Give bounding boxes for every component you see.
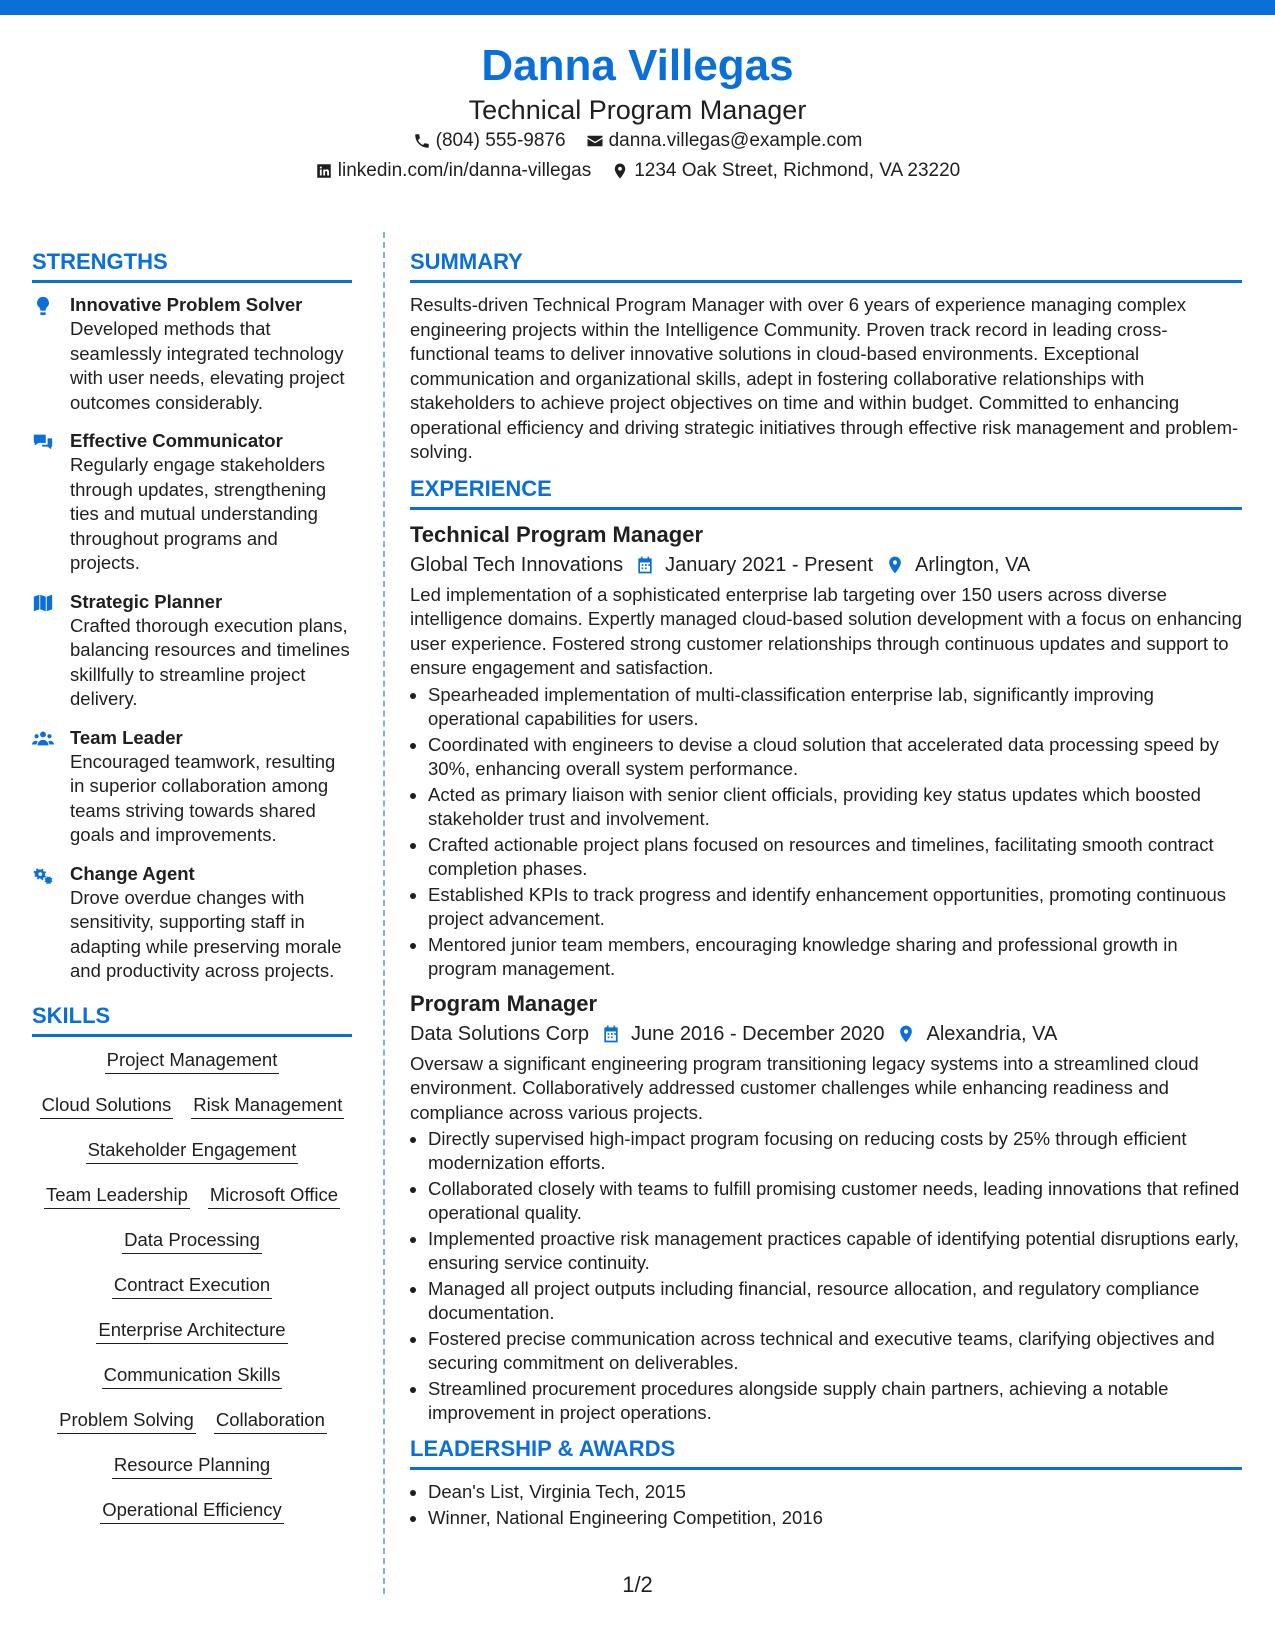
skill-row (96, 1317, 287, 1362)
skill-row (102, 1362, 283, 1407)
skill-tag: Operational Efficiency (100, 1497, 284, 1524)
column-divider (383, 232, 385, 1594)
job-entry (410, 989, 1242, 1426)
strength-desc: Drove overdue changes with sensitivity, supporting staff in adapting while preserving morale and productivity across projects. (70, 886, 342, 981)
job-location-item (896, 1019, 1057, 1049)
cogs-icon (32, 864, 54, 886)
job-bullet: • Directly supervised high-impact program focusing on reducing costs by 25% through efficient modernization efforts. (428, 1127, 1242, 1175)
job-company: Global Tech Innovations (410, 553, 624, 576)
address-item (611, 156, 960, 186)
skill-row (105, 1047, 280, 1092)
email-item[interactable] (586, 126, 863, 156)
strengths-heading: STRENGTHS (32, 248, 352, 283)
job-bullet: • Streamlined procurement procedures alongside supply chain partners, achieving a notable improvement in project operations. (428, 1377, 1242, 1425)
skill-tag: Communication Skills (102, 1362, 283, 1389)
comments-icon (32, 431, 54, 453)
job-description: Led implementation of a sophisticated enterprise lab targeting over 150 users across diverse intelligence domains. Expertly managed cloud-based solution development with a focus on enhancing user experience. Fostered strong customer relationships through continuous updates and support to ensure engagement and satisfaction. (410, 583, 1242, 678)
linkedin-icon (315, 162, 333, 180)
skill-row (112, 1452, 272, 1497)
location-pin-icon (896, 1024, 916, 1044)
strength-item (32, 590, 352, 712)
job-bullet: • Acted as primary liaison with senior client officials, providing key status updates which boosted stakeholder trust and involvement. (428, 783, 1242, 831)
location-pin-icon (885, 555, 905, 575)
summary-text: Results-driven Technical Program Manager with over 6 years of experience managing complex engineering projects within the Intelligence Community. Proven track record in leading cross-functional teams to deliver innovative solutions in cloud-based environments. Exceptional communication and organizational skills, adept in fostering collaborative relationships with stakeholders to achieve project objectives on time and within budget. Committed to enhancing operational efficiency and driving strategic initiatives through effective risk management and problem-solving. (410, 294, 1239, 462)
awards-heading: LEADERSHIP & AWARDS (410, 1435, 1242, 1470)
strength-item (32, 293, 352, 415)
job-company: Data Solutions Corp (410, 1022, 589, 1045)
job-dates: January 2021 - Present (665, 553, 874, 576)
users-icon (32, 728, 54, 750)
left-column (32, 248, 352, 1542)
job-entry (410, 520, 1242, 981)
skill-row (86, 1137, 299, 1182)
award-item: • Winner, National Engineering Competition, 2016 (428, 1506, 1242, 1530)
strength-title: Team Leader (70, 726, 183, 748)
job-bullets (410, 683, 1242, 981)
job-bullet: • Fostered precise communication across technical and executive teams, clarifying objectives and securing commitment on deliverables. (428, 1327, 1242, 1375)
job-bullet: • Spearheaded implementation of multi-classification enterprise lab, significantly improving operational capabilities for users. (428, 683, 1242, 731)
awards-list (410, 1480, 1242, 1530)
resume-header (0, 40, 1275, 186)
job-meta (410, 550, 1242, 580)
job-bullet: • Coordinated with engineers to devise a cloud solution that accelerated data processing speed by 30%, enhancing overall system performance. (428, 733, 1242, 781)
job-dates: June 2016 - December 2020 (630, 1022, 885, 1045)
calendar-icon (635, 555, 655, 575)
skill-row (122, 1227, 262, 1272)
email-text[interactable]: danna.villegas@example.com (608, 130, 863, 151)
top-accent-bar (0, 0, 1275, 15)
job-location-item (885, 550, 1030, 580)
skill-tag: Risk Management (191, 1092, 344, 1119)
skill-row (40, 1092, 345, 1137)
linkedin-text[interactable]: linkedin.com/in/danna-villegas (337, 160, 592, 181)
skill-tag: Enterprise Architecture (96, 1317, 287, 1344)
strength-desc: Encouraged teamwork, resulting in superior collaboration among teams striving towards shared goals and improvements. (70, 750, 336, 845)
calendar-icon (601, 1024, 621, 1044)
right-column (410, 248, 1242, 1532)
skill-tag: Project Management (105, 1047, 280, 1074)
strength-title: Strategic Planner (70, 590, 223, 612)
phone-icon (413, 132, 431, 150)
skill-tag: Problem Solving (57, 1407, 196, 1434)
skills-list (32, 1047, 352, 1542)
envelope-icon (586, 132, 604, 150)
job-title: Technical Program Manager (410, 521, 704, 547)
skill-row (44, 1182, 340, 1227)
skill-tag: Microsoft Office (208, 1182, 340, 1209)
job-bullets (410, 1127, 1242, 1425)
job-location: Alexandria, VA (926, 1022, 1058, 1045)
strength-desc: Regularly engage stakeholders through updates, strengthening ties and mutual understanding throughout programs and projects. (70, 454, 327, 573)
job-description: Oversaw a significant engineering program transitioning legacy systems into a streamlined cloud environment. Collaboratively addressed customer challenges while enhancing readiness and compliance across various projects. (410, 1052, 1199, 1123)
job-location: Arlington, VA (915, 553, 1031, 576)
job-bullet: • Crafted actionable project plans focused on resources and timelines, facilitating smooth contract completion phases. (428, 833, 1242, 881)
skill-tag: Cloud Solutions (40, 1092, 174, 1119)
strength-title: Change Agent (70, 862, 195, 884)
phone-text: (804) 555-9876 (435, 130, 566, 151)
contact-row-2 (0, 156, 1275, 186)
skill-tag: Team Leadership (44, 1182, 190, 1209)
job-dates-item (601, 1019, 885, 1049)
strength-desc: Developed methods that seamlessly integrated technology with user needs, elevating project outcomes considerably. (70, 318, 345, 413)
strength-desc: Crafted thorough execution plans, balancing resources and timelines skillfully to streamline project delivery. (70, 614, 350, 709)
strength-item (32, 862, 352, 984)
skill-tag: Data Processing (122, 1227, 262, 1254)
job-dates-item (635, 550, 873, 580)
skill-row (112, 1272, 272, 1317)
phone-item (413, 126, 566, 156)
location-pin-icon (611, 162, 629, 180)
strength-title: Effective Communicator (70, 430, 283, 451)
candidate-name: Danna Villegas (481, 41, 794, 90)
strength-item (32, 726, 352, 848)
skill-tag: Collaboration (214, 1407, 327, 1434)
skill-row (57, 1407, 327, 1452)
job-bullet: • Implemented proactive risk management practices capable of identifying potential disruptions early, ensuring service continuity. (428, 1227, 1242, 1275)
contact-row-1 (0, 126, 1275, 156)
strength-title: Innovative Problem Solver (70, 294, 303, 315)
job-bullet: • Collaborated closely with teams to fulfill promising customer needs, leading innovations that refined operational quality. (428, 1177, 1242, 1225)
skill-tag: Stakeholder Engagement (86, 1137, 299, 1164)
skill-tag: Resource Planning (112, 1452, 272, 1479)
job-title: Program Manager (410, 990, 598, 1016)
skills-heading: SKILLS (32, 1002, 352, 1037)
candidate-role: Technical Program Manager (468, 95, 807, 125)
job-meta (410, 1019, 1242, 1049)
map-icon (32, 592, 54, 614)
linkedin-item[interactable] (315, 156, 591, 186)
job-bullet: • Mentored junior team members, encouraging knowledge sharing and professional growth in program management. (428, 933, 1242, 981)
summary-heading: SUMMARY (410, 248, 1242, 283)
job-bullet: • Established KPIs to track progress and identify enhancement opportunities, promoting continuous project advancement. (428, 883, 1242, 931)
skill-tag: Contract Execution (112, 1272, 272, 1299)
experience-heading: EXPERIENCE (410, 475, 1242, 510)
strength-item (32, 429, 352, 576)
award-item: • Dean's List, Virginia Tech, 2015 (428, 1480, 1242, 1504)
page-number: 1/2 (622, 1572, 653, 1597)
skill-row (100, 1497, 284, 1542)
address-text: 1234 Oak Street, Richmond, VA 23220 (634, 160, 961, 181)
job-bullet: • Managed all project outputs including financial, resource allocation, and regulatory compliance documentation. (428, 1277, 1242, 1325)
lightbulb-icon (32, 295, 54, 317)
